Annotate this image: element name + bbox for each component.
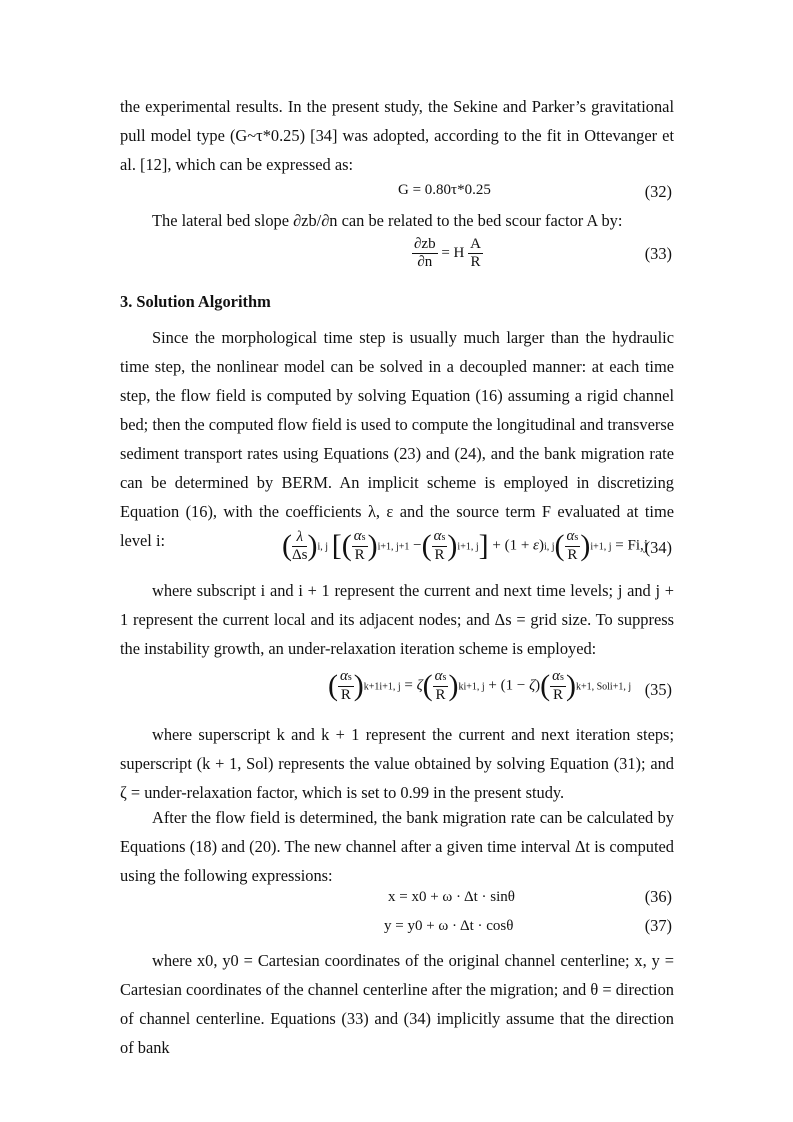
equation-36: x = x0 + ω · Δt · sinθ	[388, 889, 515, 905]
equation-33-number: (33)	[644, 244, 672, 263]
equation-34: ( $\frac{\lambda}{\Delta s}$ )i, j [( $\frac{\alpha s}{R}$ )i+1, j+1 −( $\frac{\alpha s}{R}$ )i+1, j] + (1 + ε)i, j( $\frac{\alpha s}{R}$ )i+1, j = Fi,j	[282, 528, 648, 563]
equation-33-rhs: $\frac{A}{R}$	[470, 236, 481, 270]
paragraph-solution-algorithm: Since the morphological time step is usually much larger than the hydraulic time step, the nonlinear model can be solved in a decoupled manner: at each time step, the flow field is computed by solving Equation (16) assuming a rigid channel bed; then the computed flow field is used to compute the longitudinal and transverse sediment transport rates using Equations (23) and (24), and the bank migration rate can be determined by BERM. An implicit scheme is employed in discretizing Equation (16), with the coefficients λ, ε and the source term F evaluated at time level i:	[120, 328, 674, 550]
equation-35-number: (35)	[644, 680, 672, 699]
paragraph-subscripts: where subscript i and i + 1 represent the current and next time levels; j and j + 1 represent the current local and its adjacent nodes; and Δs = grid size. To suppress the instability growth, an under-relaxation iteration scheme is employed:	[120, 581, 674, 658]
equation-37-number: (37)	[644, 916, 672, 935]
equation-32-number: (32)	[644, 182, 672, 201]
paragraph-lateral-bed-slope: The lateral bed slope ∂zb/∂n can be related to the bed scour factor A by:	[152, 211, 623, 230]
equation-37: y = y0 + ω · Δt · cosθ	[384, 918, 514, 934]
equation-35: ( $\frac{\alpha s}{R}$ )k+1i+1, j = ζ( $\frac{\alpha s}{R}$ )ki+1, j + (1 − ζ)( $\frac{\alpha s}{R}$ )k+1, Soli+1, j	[328, 668, 632, 703]
paragraph-cartesian: where x0, y0 = Cartesian coordinates of the original channel centerline; x, y = Cartesian coordinates of the channel centerline after the migration; and θ = direction of channel centerline. Equations (33) and (34) implicitly assume that the direction of bank	[120, 951, 674, 1057]
equation-33: $\frac{\partial zb}{\partial n}$ = H $\frac{A}{R}$	[414, 236, 481, 270]
paragraph-bank-migration: After the flow field is determined, the bank migration rate can be calculated by Equations (18) and (20). The new channel after a given time interval Δt is computed using the following expressions:	[120, 808, 674, 885]
section-heading: 3. Solution Algorithm	[120, 292, 271, 311]
equation-34-number: (34)	[644, 538, 672, 557]
paragraph-gravitational-pull: the experimental results. In the present study, the Sekine and Parker’s gravitational pull model type (G~τ*0.25) [34] was adopted, according to the fit in Ottevanger et al. [12], which can be expressed as:	[120, 97, 674, 174]
equation-36-number: (36)	[644, 887, 672, 906]
equation-33-lhs: $\frac{\partial zb}{\partial n}$	[414, 236, 436, 270]
equation-32: G = 0.80τ*0.25	[398, 182, 491, 198]
paragraph-superscripts: where superscript k and k + 1 represent the current and next iteration steps; superscript (k + 1, Sol) represents the value obtained by solving Equation (31); and ζ = under-relaxation factor, which is set to 0.99 in the present study.	[120, 725, 674, 802]
